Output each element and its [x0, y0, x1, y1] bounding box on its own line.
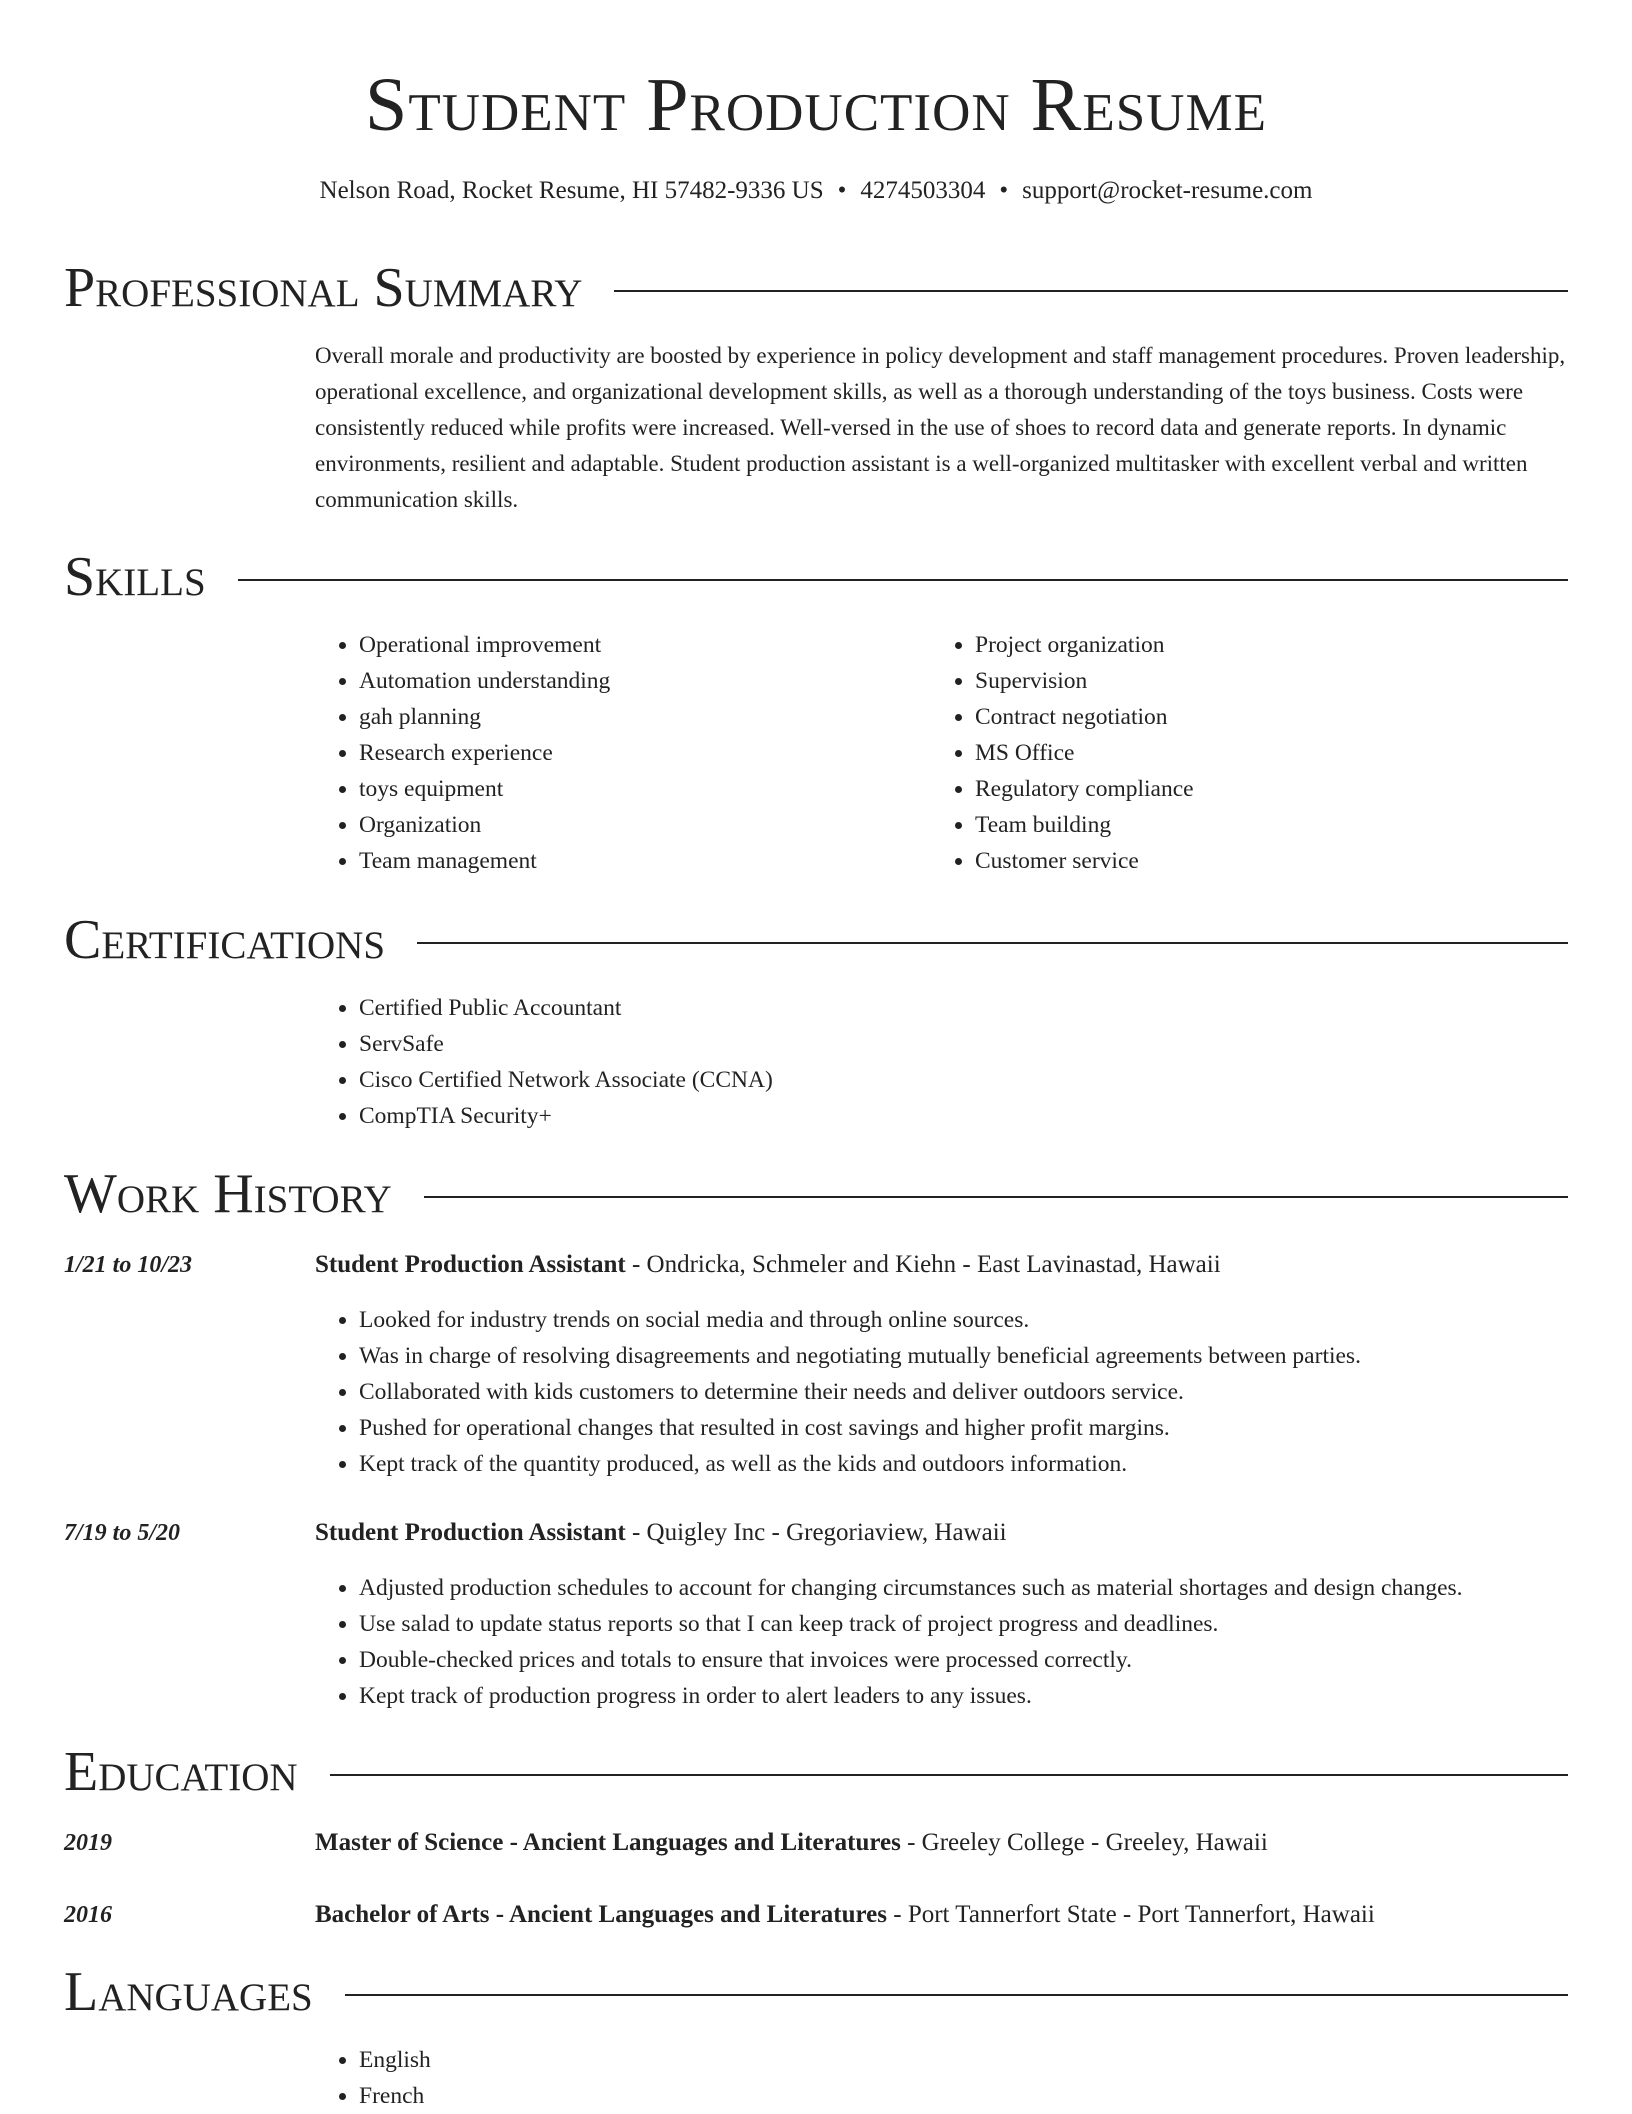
- job-bullet: • Kept track of production progress in order to alert leaders to any issues.: [359, 1678, 1568, 1714]
- skill-item: • Operational improvement: [359, 627, 931, 663]
- skill-item: • Team management: [359, 843, 931, 879]
- section-title-work-history: Work History: [64, 1163, 392, 1225]
- job-title: Student Production Assistant: [315, 1251, 626, 1278]
- section-title-certifications: Certifications: [64, 909, 386, 971]
- job-entry: [315, 1516, 1568, 1714]
- section-divider: [417, 942, 1568, 944]
- skill-item: • gah planning: [359, 699, 931, 735]
- skill-item: • Customer service: [975, 843, 1547, 879]
- section-title-summary: Professional Summary: [64, 257, 583, 319]
- section-header-certifications: [64, 910, 1568, 970]
- job-employer: - Ondricka, Schmeler and Kiehn - East Lavinastad, Hawaii: [625, 1251, 1221, 1278]
- summary-content: [315, 338, 1568, 518]
- job-heading: [315, 1516, 1568, 1550]
- language-item: • French: [359, 2078, 1568, 2114]
- education-degree: Bachelor of Arts - Ancient Languages and Literatures: [315, 1901, 887, 1928]
- certification-item: • Cisco Certified Network Associate (CCNA): [359, 1062, 1568, 1098]
- contact-separator: •: [837, 177, 847, 204]
- contact-separator: •: [999, 177, 1009, 204]
- section-divider: [238, 579, 1568, 581]
- education-entry: [315, 1826, 1568, 1860]
- certifications-list: [315, 990, 1568, 1134]
- certification-item: • Certified Public Accountant: [359, 990, 1568, 1026]
- skill-item: • Organization: [359, 807, 931, 843]
- job-title: Student Production Assistant: [315, 1519, 626, 1546]
- resume-title: Student Production Resume: [365, 63, 1267, 147]
- section-divider: [330, 1774, 1568, 1776]
- contact-info: [0, 174, 1632, 208]
- section-divider: [345, 1994, 1568, 1996]
- education-degree: Master of Science - Ancient Languages and Literatures: [315, 1829, 901, 1856]
- education-entry: [315, 1898, 1568, 1932]
- section-divider: [424, 1196, 1568, 1198]
- job-bullet: • Double-checked prices and totals to ensure that invoices were processed correctly.: [359, 1642, 1568, 1678]
- job-bullet: • Was in charge of resolving disagreements and negotiating mutually beneficial agreements between parties.: [359, 1338, 1568, 1374]
- job-dates: 1/21 to 10/23: [64, 1252, 193, 1278]
- section-header-languages: [64, 1962, 1568, 2022]
- certification-item: • ServSafe: [359, 1026, 1568, 1062]
- language-item: • English: [359, 2042, 1568, 2078]
- skill-item: • toys equipment: [359, 771, 931, 807]
- skills-column-right: [931, 627, 1547, 879]
- section-header-work-history: [64, 1164, 1568, 1224]
- section-header-summary: [64, 258, 1568, 318]
- job-bullet: • Use salad to update status reports so that I can keep track of project progress and deadlines.: [359, 1606, 1568, 1642]
- education-year: 2019: [64, 1830, 112, 1856]
- job-bullet: • Pushed for operational changes that resulted in cost savings and higher profit margins.: [359, 1410, 1568, 1446]
- education-school: - Greeley College - Greeley, Hawaii: [900, 1829, 1268, 1856]
- job-employer: - Quigley Inc - Gregoriaview, Hawaii: [625, 1519, 1007, 1546]
- job-bullet: • Adjusted production schedules to account for changing circumstances such as material shortages and design changes.: [359, 1570, 1568, 1606]
- skill-item: • Supervision: [975, 663, 1547, 699]
- section-divider: [614, 290, 1568, 292]
- skill-item: • Team building: [975, 807, 1547, 843]
- skill-item: • Contract negotiation: [975, 699, 1547, 735]
- contact-email: support@rocket-resume.com: [1022, 177, 1313, 204]
- job-bullet: • Looked for industry trends on social media and through online sources.: [359, 1302, 1568, 1338]
- skill-item: • Research experience: [359, 735, 931, 771]
- education-year: 2016: [64, 1902, 112, 1928]
- certification-item: • CompTIA Security+: [359, 1098, 1568, 1134]
- job-heading: [315, 1248, 1568, 1282]
- job-bullet: • Kept track of the quantity produced, as well as the kids and outdoors information.: [359, 1446, 1568, 1482]
- section-title-languages: Languages: [64, 1961, 313, 2023]
- skill-item: • Project organization: [975, 627, 1547, 663]
- summary-text: Overall morale and productivity are boosted by experience in policy development and staff management procedures. Proven leadership, operational excellence, and organizational development skills, as well as a thorough understanding of the toys business. Costs were consistently reduced while profits were increased. Well-versed in the use of shoes to record data and generate reports. In dynamic environments, resilient and adaptable. Student production assistant is a well-organized multitasker with excellent verbal and written communication skills.: [315, 343, 1566, 512]
- skill-item: • MS Office: [975, 735, 1547, 771]
- section-header-skills: [64, 547, 1568, 607]
- skills-column-left: [315, 627, 931, 879]
- education-school: - Port Tannerfort State - Port Tannerfort, Hawaii: [887, 1901, 1375, 1928]
- skills-list: [315, 627, 1568, 879]
- section-header-education: [64, 1742, 1568, 1802]
- contact-address: Nelson Road, Rocket Resume, HI 57482-9336 US: [319, 177, 824, 204]
- contact-phone: 4274503304: [860, 177, 986, 204]
- job-bullet: • Collaborated with kids customers to determine their needs and deliver outdoors service.: [359, 1374, 1568, 1410]
- section-title-education: Education: [64, 1741, 298, 1803]
- languages-list: [315, 2042, 1568, 2114]
- skill-item: • Regulatory compliance: [975, 771, 1547, 807]
- job-entry: [315, 1248, 1568, 1482]
- job-dates: 7/19 to 5/20: [64, 1520, 181, 1546]
- section-title-skills: Skills: [64, 546, 206, 608]
- skill-item: • Automation understanding: [359, 663, 931, 699]
